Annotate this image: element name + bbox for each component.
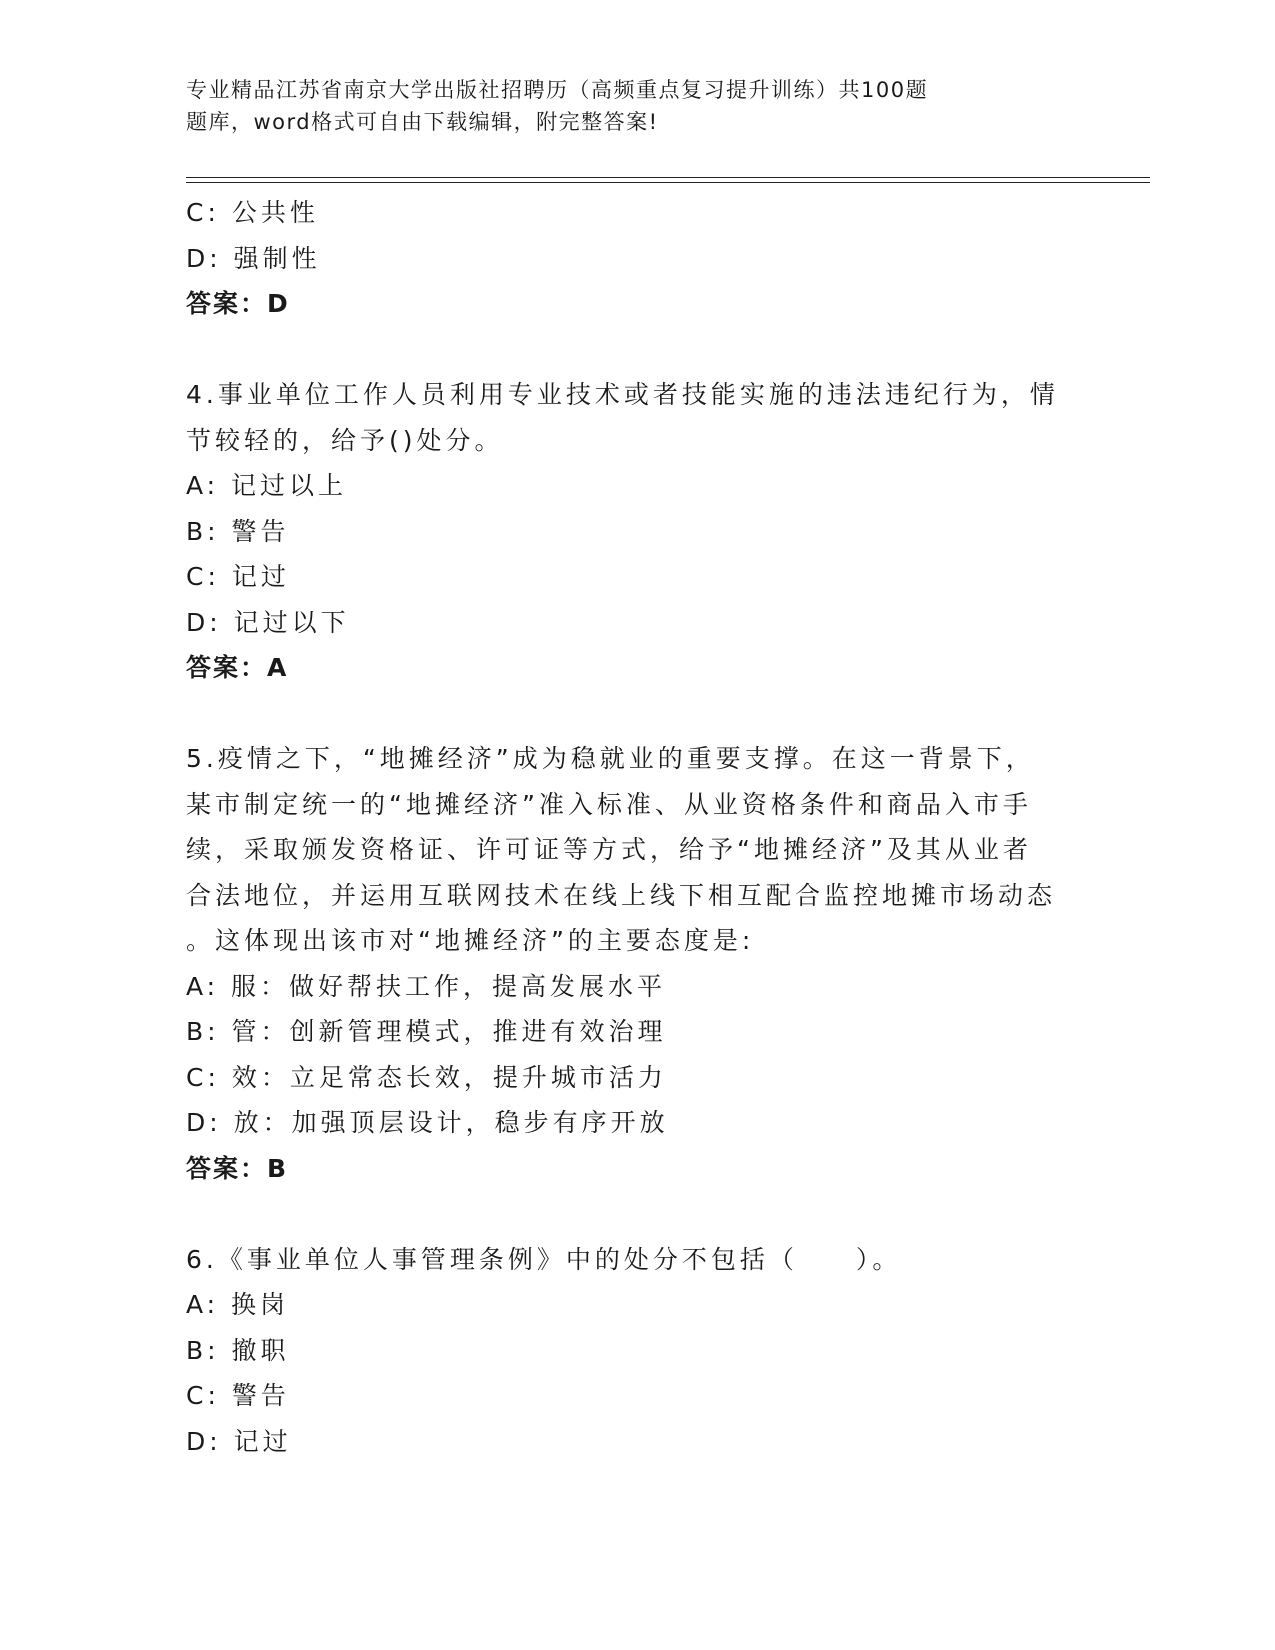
question-content [186,190,1066,1464]
question-stem-line: 合法地位，并运用互联网技术在线上线下相互配合监控地摊市场动态 [186,880,1057,910]
spacer [186,327,1066,373]
option-b: B: 警告 [186,516,290,546]
question-stem-line: 。这体现出该市对“地摊经济”的主要态度是: [186,926,755,955]
question-stem-line: 节较轻的，给予()处分。 [186,425,504,455]
spacer [186,691,1066,737]
option-c: C: 记过 [186,562,290,591]
question-4 [186,372,1066,691]
question-3-tail [186,190,1066,327]
option-c: C: 警告 [186,1381,290,1410]
question-stem-line: 某市制定统一的“地摊经济”准入标准、从业资格条件和商品入市手 [186,789,1032,819]
option-d: D: 放：加强顶层设计，稳步有序开放 [186,1108,669,1137]
option-c: C: 效：立足常态长效，提升城市活力 [186,1062,667,1092]
option-b: B: 管：创新管理模式，推进有效治理 [186,1017,667,1046]
answer-line: 答案：D [186,289,290,318]
option-a: A: 记过以上 [186,471,348,500]
question-stem-line: 4.事业单位工作人员利用专业技术或者技能实施的违法违纪行为，情 [186,380,1059,409]
document-header [186,74,1026,138]
question-stem-line: 续，采取颁发资格证、许可证等方式，给予“地摊经济”及其从业者 [186,835,1032,864]
question-6 [186,1237,1066,1465]
header-line-1: 专业精品江苏省南京大学出版社招聘历（高频重点复习提升训练）共100题 [186,78,929,102]
question-stem-line: 5.疫情之下，“地摊经济”成为稳就业的重要支撑。在这一背景下， [186,744,1035,773]
option-a: A: 换岗 [186,1290,290,1319]
option-b: B: 撤职 [186,1335,290,1365]
question-5 [186,736,1066,1191]
option-d: D: 记过 [186,1426,292,1456]
spacer [186,1191,1066,1237]
header-line-2: 题库，word格式可自由下载编辑，附完整答案! [186,110,659,134]
question-stem-line: 6.《事业单位人事管理条例》中的处分不包括（ ）。 [186,1244,902,1274]
header-divider-bottom [186,182,1150,183]
answer-line: 答案：A [186,653,289,682]
option-a: A: 服：做好帮扶工作，提高发展水平 [186,971,667,1001]
option-d: D: 记过以下 [186,607,350,637]
option-d: D: 强制性 [186,243,321,273]
header-divider-top [186,177,1150,178]
answer-line: 答案：B [186,1153,289,1183]
option-c: C: 公共性 [186,198,319,227]
